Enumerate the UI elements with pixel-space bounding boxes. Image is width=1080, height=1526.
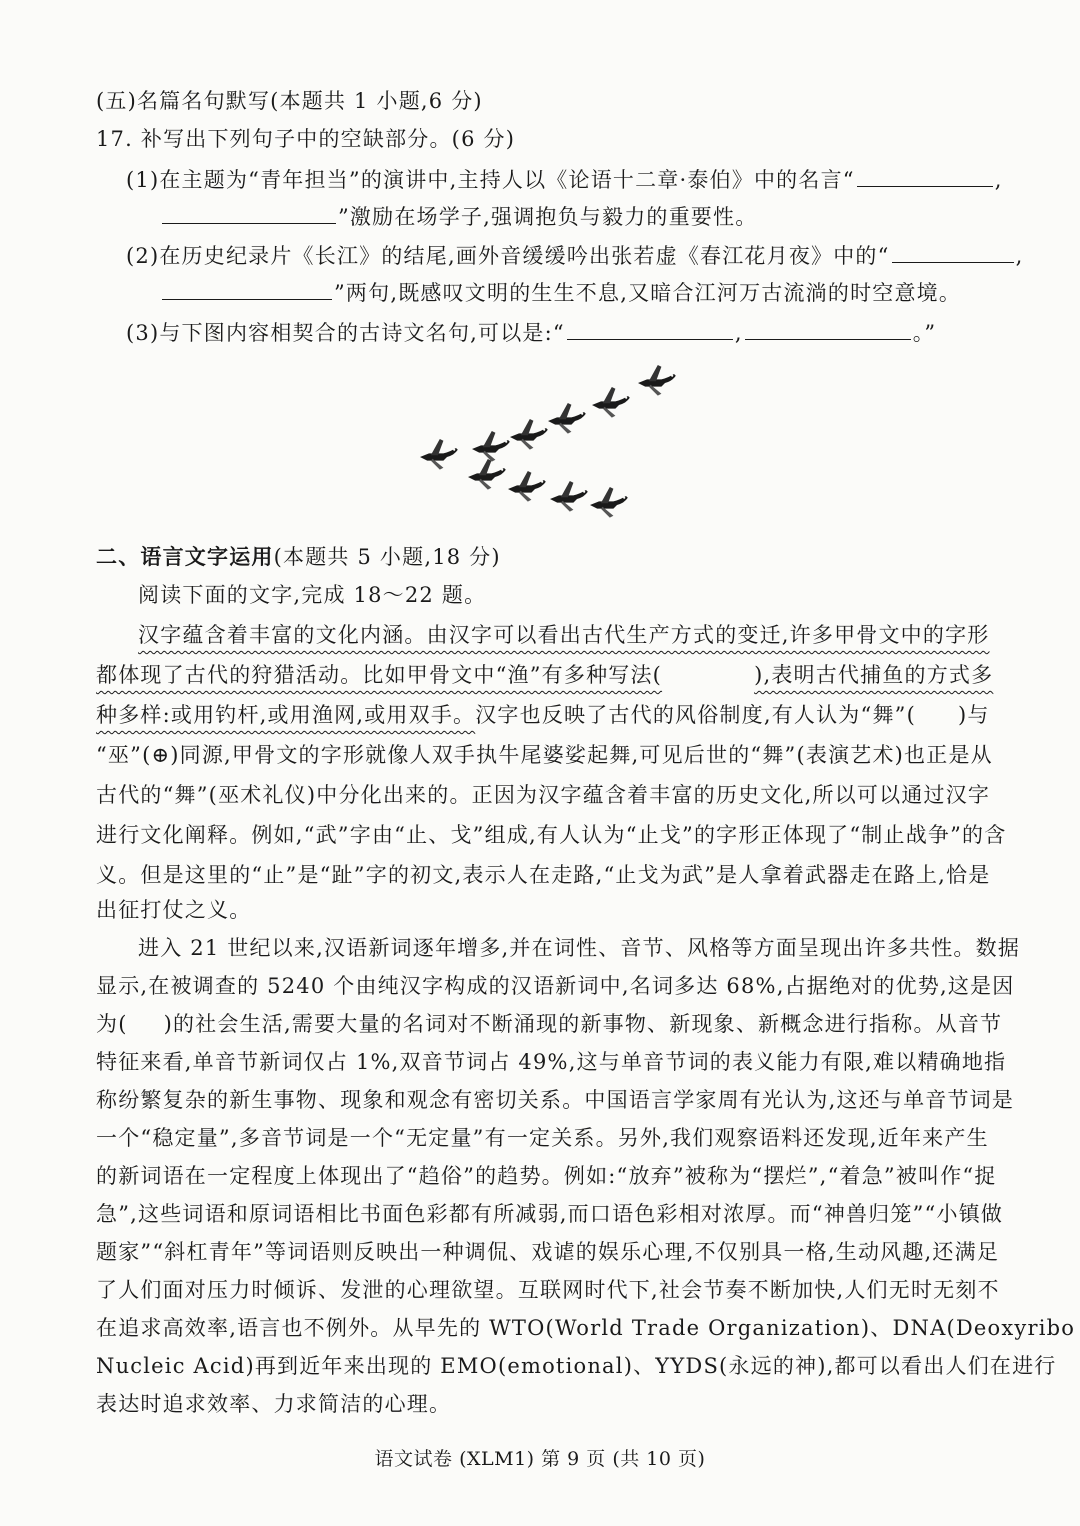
q17-part1-comma: , (994, 168, 1003, 192)
goose-icon (508, 471, 546, 502)
wavy-underlined-text: 种多样:或用钓杆,或用渔网,或用双手。 (96, 703, 476, 727)
answer-blank[interactable] (162, 277, 332, 300)
paragraph-2-line-11: 在追求高效率,语言也不例外。从早先的 WTO(World Trade Organization)、DNA(Deoxyribo (96, 1316, 1076, 1340)
goose-icon (548, 403, 586, 434)
section-heading-2 (96, 542, 501, 572)
paragraph-2-line-5: 称纷繁复杂的新生事物、现象和观念有密切关系。中国语言学家周有光认为,这还与单音节词是 (96, 1088, 1015, 1112)
p1-l3-text-b: 汉字也反映了古代的风俗制度,有人认为“舞”( (475, 703, 916, 727)
goose-icon (510, 419, 548, 450)
flying-geese-illustration (410, 360, 690, 520)
paragraph-1-line-6: 进行文化阐释。例如,“武”字由“止、戈”组成,有人认为“止戈”的字形正体现了“制止战争”的含 (96, 823, 1007, 847)
goose-icon (592, 387, 630, 418)
paragraph-2-line-7: 的新词语在一定程度上体现出了“趋俗”的趋势。例如:“放弃”被称为“摆烂”,“着急”被叫作“捉 (96, 1164, 997, 1188)
answer-blank[interactable] (162, 201, 336, 224)
wavy-underlined-text (96, 663, 993, 687)
goose-icon (590, 487, 628, 518)
paragraph-1-line-8: 出征打仗之义。 (96, 898, 252, 922)
p1-l3-text-c: )与 (957, 703, 990, 727)
q17-part1-text-b: ”激励在场学子,强调抱负与毅力的重要性。 (338, 205, 758, 229)
question-17-part-2 (126, 240, 1023, 271)
answer-blank[interactable] (857, 164, 993, 187)
question-17-stem: 17. 补写出下列句子中的空缺部分。(6 分) (96, 127, 516, 151)
page-footer: 语文试卷 (XLM1) 第 9 页 (共 10 页) (374, 1448, 706, 1470)
paragraph-2-line-6: 一个“稳定量”,多音节词是一个“无定量”有一定关系。另外,我们观察语料还发现,近年来产生 (96, 1126, 989, 1150)
q17-part2-text-b: ”两句,既感叹文明的生生不息,又暗合江河万古流淌的时空意境。 (334, 281, 962, 305)
goose-icon (420, 439, 458, 470)
q17-part1-text-a: (1)在主题为“青年担当”的演讲中,主持人以《论语十二章·泰伯》中的名言“ (126, 168, 855, 192)
question-17-part-1-cont (160, 201, 757, 232)
paragraph-2-line-10: 了人们面对压力时倾诉、发泄的心理欲望。互联网时代下,社会节奏不断加快,人们无时无刻不 (96, 1278, 1000, 1302)
p1-l2-text-a: 都体现了古代的狩猎活动。比如甲骨文中“渔”有多种写法( (96, 663, 663, 687)
paragraph-2-line-3 (96, 1009, 1002, 1039)
question-17-part-3 (126, 317, 936, 348)
question-17-part-2-cont (160, 277, 961, 308)
paragraph-2-line-2: 显示,在被调查的 5240 个由纯汉字构成的汉语新词中,名词多达 68%,占据绝对的优势,这是因 (96, 974, 1015, 998)
answer-blank[interactable] (567, 317, 733, 340)
section-2-score: (本题共 5 小题,18 分) (273, 545, 501, 569)
paragraph-1-line-3 (96, 700, 990, 730)
goose-icon (638, 365, 676, 396)
q17-part3-text-a: (3)与下图内容相契合的古诗文名句,可以是:“ (126, 321, 565, 345)
p2-l3-text-b: )的社会生活,需要大量的名词对不断涌现的新事物、新现象、新概念进行指称。从音节 (163, 1012, 1003, 1036)
q17-part2-text-a: (2)在历史纪录片《长江》的结尾,画外音缓缓吟出张若虚《春江花月夜》中的“ (126, 244, 890, 268)
paragraph-2-line-8: 急”,这些词语和原词语相比书面色彩都有所减弱,而口语色彩相对浓厚。而“神兽归笼”“小镇做 (96, 1202, 1004, 1226)
paragraph-2-line-13: 表达时追求效率、力求简洁的心理。 (96, 1392, 452, 1416)
p1-l2-text-b: ),表明古代捕鱼的方式多 (754, 663, 994, 687)
section-2-title: 二、语言文字运用 (96, 544, 274, 569)
goose-icon (472, 431, 510, 462)
q17-part3-comma: , (734, 321, 743, 345)
paragraph-1-line-1 (138, 620, 989, 650)
paragraph-2-line-4: 特征来看,单音节新词仅占 1%,双音节词占 49%,这与单音节词的表义能力有限,难以精确地指 (96, 1050, 1007, 1074)
paragraph-1-line-7: 义。但是这里的“止”是“趾”字的初文,表示人在走路,“止戈为武”是人拿着武器走在路上,恰是 (96, 863, 991, 887)
paragraph-1-line-4: “巫”(⊕)同源,甲骨文的字形就像人双手执牛尾婆娑起舞,可见后世的“舞”(表演艺术)也正是从 (96, 743, 993, 767)
goose-icon (550, 481, 588, 512)
q17-part3-end: 。” (912, 321, 937, 345)
goose-icon (468, 459, 506, 490)
wavy-underlined-text: 汉字蕴含着丰富的文化内涵。由汉字可以看出古代生产方式的变迁,许多甲骨文中的字形 (138, 623, 990, 647)
answer-blank[interactable] (745, 317, 911, 340)
answer-blank[interactable] (892, 240, 1014, 263)
reading-instruction: 阅读下面的文字,完成 18～22 题。 (138, 583, 487, 607)
paragraph-1-line-5: 古代的“舞”(巫术礼仪)中分化出来的。正因为汉字蕴含着丰富的历史文化,所以可以通过汉字 (96, 783, 991, 807)
section-heading-5: (五)名篇名句默写(本题共 1 小题,6 分) (96, 89, 483, 113)
p2-l3-text-a: 为( (96, 1012, 128, 1036)
paragraph-1-line-2 (96, 660, 993, 690)
paragraph-2-line-1: 进入 21 世纪以来,汉语新词逐年增多,并在词性、音节、风格等方面呈现出许多共性。数据 (138, 936, 1021, 960)
question-17-part-1 (126, 164, 1003, 195)
q17-part2-comma: , (1015, 244, 1024, 268)
paragraph-2-line-12: Nucleic Acid)再到近年来出现的 EMO(emotional)、YYDS(永远的神),都可以看出人们在进行 (96, 1354, 1057, 1378)
paragraph-2-line-9: 题家”“斜杠青年”等词语则反映出一种调侃、戏谑的娱乐心理,不仅别具一格,生动风趣,还满足 (96, 1240, 1000, 1264)
